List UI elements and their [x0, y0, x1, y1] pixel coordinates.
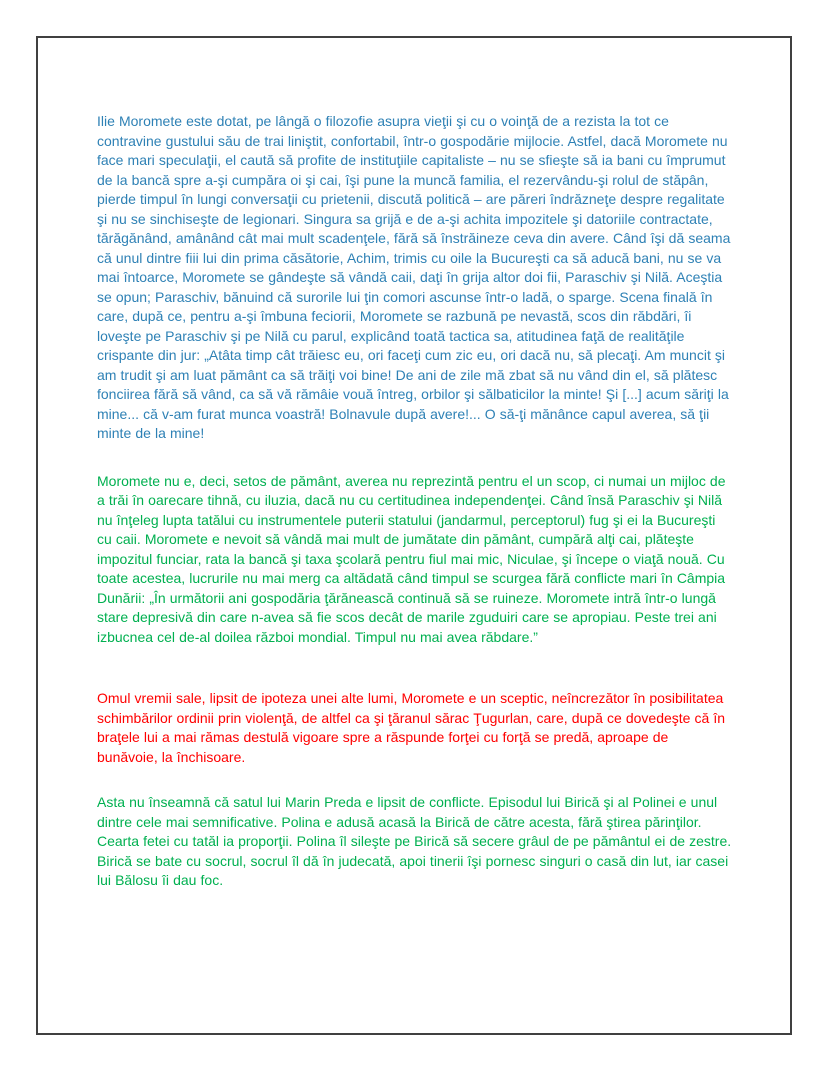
paragraph-omul-vremii: Omul vremii sale, lipsit de ipoteza unei alte lumi, Moromete e un sceptic, neîncrezător în posibilitatea schimbărilor ordinii prin violenţă, de altfel ca şi ţăranul sărac Ţugurlan, care, după ce dovedeşte că în braţele lui a mai rămas destulă vigoare spre a răspunde forţei cu forţă se predă, aproape de bunăvoie, la închisoare. — [97, 690, 726, 765]
document-body — [97, 112, 733, 891]
paragraph-birica-polina: Asta nu înseamnă că satul lui Marin Preda e lipsit de conflicte. Episodul lui Birică şi al Polinei e unul dintre cele mai semnificative. Polina e adusă acasă la Birică de către acesta, fără ştirea părinţilor. Cearta fetei cu tatăl ia proporţii. Polina îl sileşte pe Birică să secere grâul de pe pământul ei de zestre. Birică se bate cu socrul, socrul îl dă în judecată, apoi tinerii îşi pornesc singuri o casă din lut, iar casei lui Bălosu îi dau foc. — [97, 794, 732, 888]
paragraph-moromete-ruin: Moromete nu e, deci, setos de pământ, averea nu reprezintă pentru el un scop, ci numai un mijloc de a trăi în oarecare tihnă, cu iluzia, dacă nu cu certitudinea independenţei. Când însă Paraschiv şi Nilă nu înţeleg lupta tatălui cu instrumentele puterii statului (jandarmul, perceptorul) fug şi ei la Bucureşti cu caii. Moromete e nevoit să vândă mai mult de jumătate din pământ, cumpără alţi cai, plăteşte impozitul funciar, rata la bancă şi taxa şcolară pentru fiul mai mic, Niculae, şi începe o viaţă nouă. Cu toate acestea, lucrurile nu mai merg ca altădată când timpul se scurgea fără conflicte mari în Câmpia Dunării: „În următorii ani gospodăria ţărănească continuă să se ruineze. Moromete intră într-o lungă stare depresivă din care n-avea să fie scos decât de marile zguduiri care se apropiau. Peste trei ani izbucnea cel de-al doilea război mondial. Timpul nu mai avea răbdare.” — [97, 472, 726, 645]
paragraph-moromete-portrait: Ilie Moromete este dotat, pe lângă o filozofie asupra vieţii şi cu o voinţă de a rezista la tot ce contravine gustului său de trai liniştit, confortabil, într-o gospodărie mijlocie. Astfel, dacă Moromete nu face mari speculaţii, el caută să profite de instituţiile capitaliste – nu se sfieşte să ia bani cu împrumut de la bancă spre a-şi cumpăra oi şi cai, îşi pune la muncă familia, el rezervându-şi rolul de stăpân, pierde timpul în lungi conversaţii cu prietenii, discută politică – are păreri îndrăzneţe despre regalitate şi nu se sinchiseşte de legionari. Singura sa grijă e de a-şi achita impozitele şi datoriile contractate, tărăgănând, amânând cât mai mult scadenţele, fără să înstrăineze ceva din avere. Când îşi dă seama că unul dintre fiii lui din prima căsătorie, Achim, trimis cu oile la Bucureşti ca să aducă bani, nu se va mai întoarce, Moromete se gândeşte să vândă caii, daţi în grija altor doi fii, Paraschiv şi Nilă. Aceştia se opun; Paraschiv, bănuind că surorile lui ţin comori ascunse într-o ladă, o sparge. Scena finală în care, după ce, pentru a-şi îmbuna feciorii, Moromete se razbună pe nevastă, scos din răbdări, îi loveşte pe Paraschiv şi pe Nilă cu parul, explicând toată tactica sa, atitudinea faţă de realităţile crispante din jur: „Atâta timp cât trăiesc eu, ori faceţi cum zic eu, ori dacă nu, să plecaţi. Am muncit şi am trudit şi am luat pământ ca să trăiţi voi bine! De ani de zile mă zbat să nu vând din el, să plătesc fonciirea fără să vând, ca să vă rămâie vouă întreg, orbilor şi sălbaticilor la minte! Şi [...] acum săriţi la mine... că v-am furat munca voastră! Bolnavule după avere!... O să-ţi mănânce capul averea, să ţii minte de la mine! — [97, 113, 731, 441]
